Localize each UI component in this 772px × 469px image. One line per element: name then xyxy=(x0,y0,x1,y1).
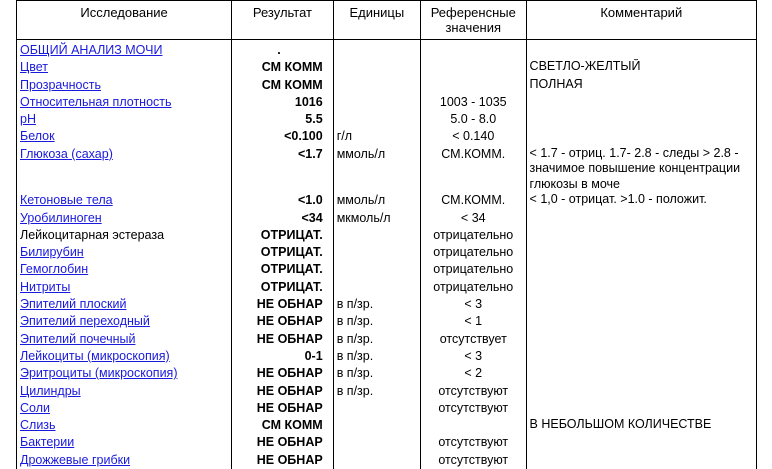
units-cell xyxy=(333,400,420,417)
test-name-cell[interactable]: Лейкоциты (микроскопия) xyxy=(17,348,232,365)
test-name-cell[interactable]: Уробилиноген xyxy=(17,210,232,227)
reference-cell: СМ.КОММ. xyxy=(420,192,526,209)
units-cell xyxy=(333,434,420,451)
table-row xyxy=(17,77,757,94)
result-cell: <0.100 xyxy=(232,128,334,145)
result-cell: СМ КОММ xyxy=(232,77,334,94)
result-cell: СМ КОММ xyxy=(232,59,334,76)
result-cell: ОТРИЦАТ. xyxy=(232,244,334,261)
test-name-cell[interactable]: Слизь xyxy=(17,417,232,434)
result-cell: НЕ ОБНАР xyxy=(232,296,334,313)
units-cell xyxy=(333,417,420,434)
comment-cell xyxy=(526,383,756,400)
table-row xyxy=(17,452,757,469)
units-cell: в п/зр. xyxy=(333,383,420,400)
result-cell: 5.5 xyxy=(232,111,334,128)
reference-cell: отсутствуют xyxy=(420,434,526,451)
test-name-cell[interactable]: Дрожжевые грибки xyxy=(17,452,232,469)
result-cell: <34 xyxy=(232,210,334,227)
test-name-cell[interactable]: Относительная плотность xyxy=(17,94,232,111)
test-name-cell[interactable]: pH xyxy=(17,111,232,128)
reference-cell: < 0.140 xyxy=(420,128,526,145)
units-cell: в п/зр. xyxy=(333,313,420,330)
table-header-row xyxy=(17,1,757,40)
header-reference-line1: Референсные xyxy=(431,5,516,20)
units-cell xyxy=(333,40,420,60)
table-row xyxy=(17,434,757,451)
result-cell: 0-1 xyxy=(232,348,334,365)
units-cell: ммоль/л xyxy=(333,192,420,209)
units-cell xyxy=(333,244,420,261)
table-row xyxy=(17,296,757,313)
reference-cell: < 1 xyxy=(420,313,526,330)
comment-cell xyxy=(526,94,756,111)
comment-cell xyxy=(526,210,756,227)
header-test: Исследование xyxy=(17,1,232,40)
table-row xyxy=(17,365,757,382)
test-name-cell[interactable]: Нитриты xyxy=(17,279,232,296)
header-result: Результат xyxy=(232,1,334,40)
units-cell: г/л xyxy=(333,128,420,145)
table-body xyxy=(17,40,757,469)
table-row xyxy=(17,279,757,296)
result-cell: 1016 xyxy=(232,94,334,111)
comment-cell xyxy=(526,434,756,451)
reference-cell: отсутствуют xyxy=(420,400,526,417)
test-name-cell[interactable]: ОБЩИЙ АНАЛИЗ МОЧИ xyxy=(17,40,232,60)
reference-cell: отсутствуют xyxy=(420,452,526,469)
test-name-cell[interactable]: Белок xyxy=(17,128,232,145)
result-cell: СМ КОММ xyxy=(232,417,334,434)
header-comment: Комментарий xyxy=(526,1,756,40)
reference-cell: отрицательно xyxy=(420,261,526,278)
header-reference-line2: значения xyxy=(445,20,501,35)
comment-cell xyxy=(526,40,756,60)
reference-cell: отрицательно xyxy=(420,227,526,244)
test-name-cell[interactable]: Глюкоза (сахар) xyxy=(17,146,232,193)
test-name-cell[interactable]: Цвет xyxy=(17,59,232,76)
table-row xyxy=(17,244,757,261)
comment-cell: < 1.7 - отриц. 1.7- 2.8 - следы > 2.8 - значимое повышение концентрации глюкозы в моче xyxy=(526,146,756,193)
test-name-cell[interactable]: Эпителий почечный xyxy=(17,331,232,348)
result-cell: . xyxy=(232,40,334,60)
table-row xyxy=(17,417,757,434)
table-row xyxy=(17,128,757,145)
units-cell xyxy=(333,94,420,111)
result-cell: ОТРИЦАТ. xyxy=(232,261,334,278)
reference-cell xyxy=(420,417,526,434)
result-cell: НЕ ОБНАР xyxy=(232,383,334,400)
table-row xyxy=(17,111,757,128)
units-cell xyxy=(333,111,420,128)
comment-cell xyxy=(526,313,756,330)
test-name-cell[interactable]: Эпителий переходный xyxy=(17,313,232,330)
result-cell: НЕ ОБНАР xyxy=(232,452,334,469)
table-row xyxy=(17,192,757,209)
comment-cell: В НЕБОЛЬШОМ КОЛИЧЕСТВЕ xyxy=(526,417,756,434)
table-row xyxy=(17,40,757,60)
comment-cell xyxy=(526,348,756,365)
table-row xyxy=(17,313,757,330)
result-cell: НЕ ОБНАР xyxy=(232,313,334,330)
test-name-cell[interactable]: Бактерии xyxy=(17,434,232,451)
test-name-cell: Лейкоцитарная эстераза xyxy=(17,227,232,244)
table-row xyxy=(17,210,757,227)
table-row xyxy=(17,331,757,348)
test-name-cell[interactable]: Билирубин xyxy=(17,244,232,261)
reference-cell xyxy=(420,40,526,60)
units-cell: в п/зр. xyxy=(333,296,420,313)
test-name-cell[interactable]: Гемоглобин xyxy=(17,261,232,278)
comment-cell xyxy=(526,227,756,244)
result-cell: ОТРИЦАТ. xyxy=(232,279,334,296)
reference-cell xyxy=(420,77,526,94)
units-cell: в п/зр. xyxy=(333,331,420,348)
units-cell xyxy=(333,77,420,94)
units-cell xyxy=(333,279,420,296)
reference-cell: < 34 xyxy=(420,210,526,227)
table-row xyxy=(17,59,757,76)
table-row xyxy=(17,400,757,417)
table-row xyxy=(17,227,757,244)
comment-cell xyxy=(526,296,756,313)
comment-cell xyxy=(526,331,756,348)
comment-cell: < 1,0 - отрицат. >1.0 - положит. xyxy=(526,192,756,209)
table-row xyxy=(17,146,757,193)
reference-cell: < 3 xyxy=(420,296,526,313)
comment-cell xyxy=(526,111,756,128)
reference-cell: 1003 - 1035 xyxy=(420,94,526,111)
comment-cell xyxy=(526,452,756,469)
table-row xyxy=(17,261,757,278)
comment-cell xyxy=(526,244,756,261)
reference-cell: отсутствует xyxy=(420,331,526,348)
units-cell xyxy=(333,227,420,244)
comment-cell xyxy=(526,261,756,278)
result-cell: НЕ ОБНАР xyxy=(232,331,334,348)
comment-cell xyxy=(526,400,756,417)
header-units: Единицы xyxy=(333,1,420,40)
reference-cell: 5.0 - 8.0 xyxy=(420,111,526,128)
header-reference xyxy=(420,1,526,40)
result-cell: НЕ ОБНАР xyxy=(232,365,334,382)
reference-cell: < 2 xyxy=(420,365,526,382)
result-cell: <1.0 xyxy=(232,192,334,209)
test-name-cell[interactable]: Кетоновые тела xyxy=(17,192,232,209)
comment-cell xyxy=(526,279,756,296)
reference-cell: отсутствуют xyxy=(420,383,526,400)
comment-cell xyxy=(526,365,756,382)
comment-cell: СВЕТЛО-ЖЕЛТЫЙ xyxy=(526,59,756,76)
units-cell xyxy=(333,59,420,76)
reference-cell: < 3 xyxy=(420,348,526,365)
result-cell: НЕ ОБНАР xyxy=(232,400,334,417)
result-cell: <1.7 xyxy=(232,146,334,193)
table-row xyxy=(17,383,757,400)
comment-cell xyxy=(526,128,756,145)
test-name-cell[interactable]: Эритроциты (микроскопия) xyxy=(17,365,232,382)
units-cell: мкмоль/л xyxy=(333,210,420,227)
result-cell: НЕ ОБНАР xyxy=(232,434,334,451)
test-name-cell[interactable]: Соли xyxy=(17,400,232,417)
result-cell: ОТРИЦАТ. xyxy=(232,227,334,244)
test-name-cell[interactable]: Цилиндры xyxy=(17,383,232,400)
test-name-cell[interactable]: Эпителий плоский xyxy=(17,296,232,313)
test-name-cell[interactable]: Прозрачность xyxy=(17,77,232,94)
units-cell: в п/зр. xyxy=(333,348,420,365)
table-row xyxy=(17,94,757,111)
comment-cell: ПОЛНАЯ xyxy=(526,77,756,94)
reference-cell xyxy=(420,59,526,76)
urinalysis-table xyxy=(16,0,757,469)
units-cell xyxy=(333,452,420,469)
units-cell xyxy=(333,261,420,278)
table-row xyxy=(17,348,757,365)
reference-cell: отрицательно xyxy=(420,279,526,296)
units-cell: в п/зр. xyxy=(333,365,420,382)
reference-cell: отрицательно xyxy=(420,244,526,261)
units-cell: ммоль/л xyxy=(333,146,420,193)
reference-cell: СМ.КОММ. xyxy=(420,146,526,193)
